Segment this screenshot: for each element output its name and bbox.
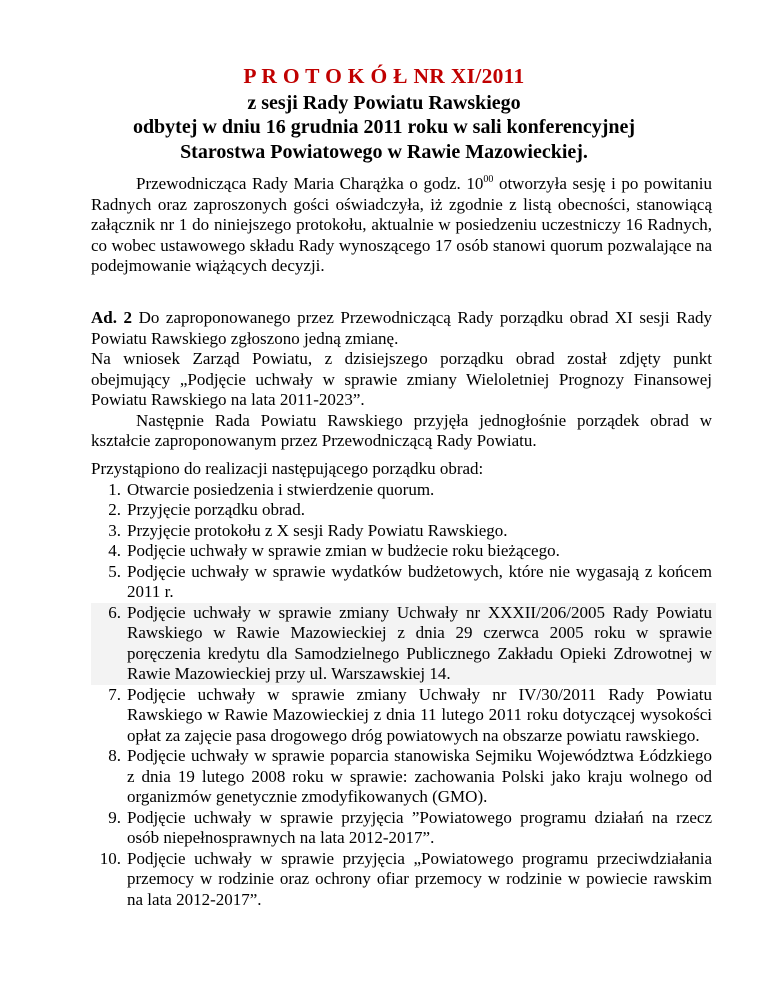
protocol-subtitle-date: odbytej w dniu 16 grudnia 2011 roku w sali konferencyjnej: [132, 116, 636, 138]
agenda-item-text: Podjęcie uchwały w sprawie wydatków budżetowych, które nie wygasają z końcem 2011 r.: [127, 561, 712, 601]
ad2-label: Ad. 2: [91, 308, 133, 327]
opening-text-rest: otworzyła sesję i po powitaniu Radnych oraz zaproszonych gości oświadczyła, iż zgodnie z listą obecności, stanowiącą załącznik nr 1 do niniejszego protokołu, aktualnie w posiedzeniu uczestniczy 16 Radnych, co wobec ustawowego składu Rady wynoszącego 17 osób stanowi quorum pozwalające na podejmowanie wiążących decyzji.: [91, 174, 712, 275]
agenda-change-section: [91, 308, 712, 452]
ad2-text: Do zaproponowanego przez Przewodniczącą Rady porządku obrad XI sesji Rady Powiatu Rawskiego zgłoszono jedną zmianę.: [91, 308, 713, 348]
opening-text-start: Przewodnicząca Rady Maria Charążka o godz. 10: [136, 174, 484, 193]
opening-paragraph: [91, 174, 712, 277]
ad2-acceptance-text: Następnie Rada Powiatu Rawskiego przyjęła jednogłośnie porządek obrad w kształcie zaproponowanym przez Przewodniczącą Rady Powiatu.: [91, 410, 712, 450]
agenda-item-text: Przyjęcie porządku obrad.: [127, 500, 305, 519]
ad2-motion-text: Na wniosek Zarząd Powiatu, z dzisiejszego porządku obrad został zdjęty punkt obejmujący „Podjęcie uchwały w sprawie zmiany Wieloletniej Prognozy Finansowej Powiatu Rawskiego na lata 2011-2023”.: [91, 349, 712, 409]
agenda-item: [91, 562, 712, 603]
agenda-item-text: Podjęcie uchwały w sprawie przyjęcia „Powiatowego programu przeciwdziałania przemocy w rodzinie oraz ochrony ofiar przemocy w rodzinie w powiecie rawskim na lata 2012-2017”.: [127, 848, 712, 909]
protocol-subtitle-session: z sesji Rady Powiatu Rawskiego: [247, 92, 521, 114]
agenda-item: [91, 480, 712, 501]
agenda-item-text: Otwarcie posiedzenia i stwierdzenie quorum.: [127, 479, 435, 499]
agenda-item-text: Podjęcie uchwały w sprawie zmian w budżecie roku bieżącego.: [127, 541, 560, 560]
agenda-item: [91, 685, 712, 747]
agenda-intro: Przystąpiono do realizacji następującego porządku obrad:: [91, 459, 484, 478]
agenda-item: [91, 808, 712, 849]
agenda-list: [91, 480, 712, 911]
agenda-item-number: 7.: [108, 684, 121, 704]
time-minutes-superscript: 00: [483, 174, 494, 185]
protocol-subtitle-place: Starostwa Powiatowego w Rawie Mazowieckiej.: [180, 141, 588, 163]
agenda-item-number: 1.: [108, 479, 121, 499]
agenda-item-text: Podjęcie uchwały w sprawie przyjęcia ”Powiatowego programu działań na rzecz osób niepełnosprawnych na lata 2012-2017”.: [127, 807, 712, 847]
agenda-item-text: Podjęcie uchwały w sprawie zmiany Uchwały nr XXXII/206/2005 Rady Powiatu Rawskiego w Rawie Mazowieckiej z dnia 29 czerwca 2005 roku w sprawie poręczenia kredytu dla Samodzielnego Publicznego Zakładu Opieki Zdrowotnej w Rawie Mazowieckiej przy ul. Warszawskiej 14.: [127, 602, 712, 683]
agenda-item: [91, 500, 712, 521]
agenda-item-number: 8.: [108, 746, 121, 765]
agenda-item-number: 10.: [99, 848, 121, 868]
agenda-item: [91, 746, 712, 808]
agenda-item-number: 4.: [108, 541, 121, 560]
agenda-item-text: Podjęcie uchwały w sprawie poparcia stanowiska Sejmiku Województwa Łódzkiego z dnia 19 lutego 2008 roku w sprawie: zachowania Polski jako kraju wolnego od organizmów genetycznie zmodyfikowanych (GMO).: [127, 746, 712, 806]
agenda-item-number: 9.: [108, 807, 121, 827]
agenda-item-number: 3.: [108, 520, 121, 540]
agenda-item-number: 6.: [108, 602, 121, 622]
agenda-item: [91, 521, 712, 542]
protocol-title: P R O T O K Ó Ł NR XI/2011: [243, 64, 525, 88]
agenda-section: [91, 459, 712, 910]
agenda-item-text: Podjęcie uchwały w sprawie zmiany Uchwały nr IV/30/2011 Rady Powiatu Rawskiego w Rawie Mazowieckiej z dnia 11 lutego 2011 roku dotyczącej wysokości opłat za zajęcie pasa drogowego dróg powiatowych na obszarze powiatu rawskiego.: [127, 684, 712, 745]
agenda-item: [91, 849, 712, 911]
agenda-item-number: 2.: [108, 500, 121, 519]
agenda-item-highlighted: [91, 603, 716, 685]
agenda-item: [91, 541, 712, 562]
agenda-item-text: Przyjęcie protokołu z X sesji Rady Powiatu Rawskiego.: [127, 520, 508, 540]
agenda-item-number: 5.: [108, 561, 121, 581]
